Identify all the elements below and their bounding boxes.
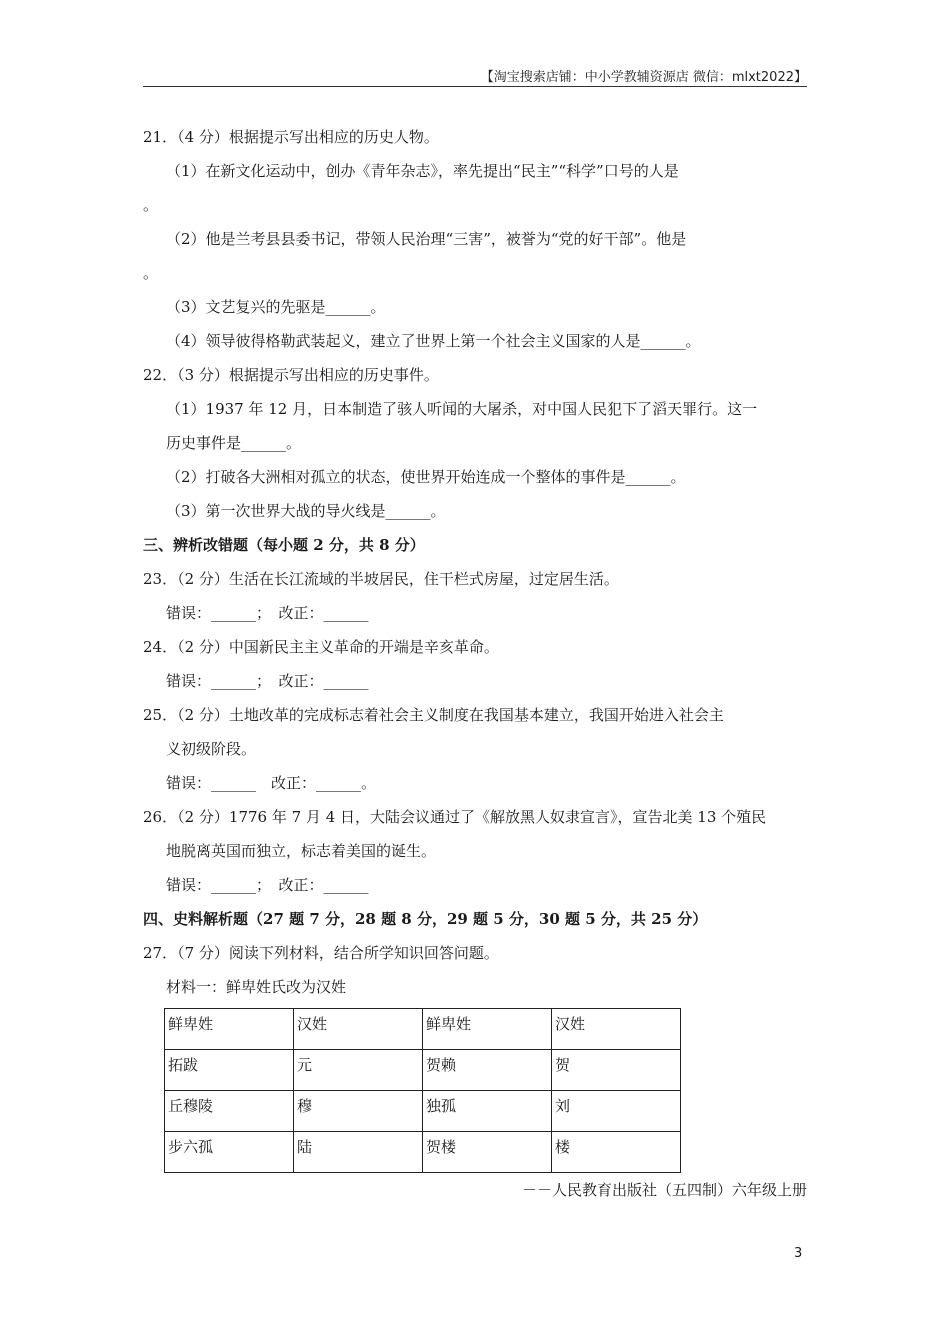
table-cell: 汉姓 xyxy=(552,1009,681,1050)
question-25-answer-line: 错误：______ 改正：______。 xyxy=(166,774,377,792)
table-header-row xyxy=(165,1009,681,1050)
table-cell: 楼 xyxy=(552,1132,681,1173)
question-26-answer-line: 错误：______； 改正：______ xyxy=(166,876,369,894)
table-cell: 汉姓 xyxy=(294,1009,423,1050)
section-4-heading: 四、史料解析题（27 题 7 分，28 题 8 分，29 题 5 分，30 题 5 分，共 25 分） xyxy=(143,910,708,928)
table-cell: 贺 xyxy=(552,1050,681,1091)
table-cell: 鲜卑姓 xyxy=(165,1009,294,1050)
question-21-part-2-end: 。 xyxy=(143,264,159,282)
question-27-stem: 27．（7 分）阅读下列材料，结合所学知识回答问题。 xyxy=(143,944,499,962)
page-number: 3 xyxy=(794,1246,803,1261)
table-row xyxy=(165,1050,681,1091)
question-22-part-1: （1）1937 年 12 月，日本制造了骇人听闻的大屠杀，对中国人民犯下了滔天罪行。这一 xyxy=(166,400,758,418)
question-21-part-3: （3）文艺复兴的先驱是______。 xyxy=(166,298,386,316)
table-row xyxy=(165,1091,681,1132)
question-21-part-4: （4）领导彼得格勒武装起义，建立了世界上第一个社会主义国家的人是______。 xyxy=(166,332,701,350)
question-25-stem: 25．（2 分）土地改革的完成标志着社会主义制度在我国基本建立，我国开始进入社会主 xyxy=(143,706,724,724)
question-21-part-2: （2）他是兰考县县委书记，带领人民治理“三害”，被誉为“党的好干部”。他是 xyxy=(166,230,687,248)
question-25-stem-cont: 义初级阶段。 xyxy=(166,740,257,758)
question-22-part-3: （3）第一次世界大战的导火线是______。 xyxy=(166,502,446,520)
section-3-heading: 三、辨析改错题（每小题 2 分，共 8 分） xyxy=(143,536,425,554)
question-24-answer-line: 错误：______； 改正：______ xyxy=(166,672,369,690)
table-cell: 贺赖 xyxy=(423,1050,552,1091)
material-source: －－人民教育出版社（五四制）六年级上册 xyxy=(521,1181,807,1199)
table-cell: 贺楼 xyxy=(423,1132,552,1173)
table-cell: 穆 xyxy=(294,1091,423,1132)
table-cell: 步六孤 xyxy=(165,1132,294,1173)
question-22-part-1-cont: 历史事件是______。 xyxy=(166,434,302,452)
question-26-stem-cont: 地脱离英国而独立，标志着美国的诞生。 xyxy=(166,842,437,860)
table-cell: 丘穆陵 xyxy=(165,1091,294,1132)
table-row xyxy=(165,1132,681,1173)
table-cell: 元 xyxy=(294,1050,423,1091)
table-cell: 拓跋 xyxy=(165,1050,294,1091)
table-cell: 独孤 xyxy=(423,1091,552,1132)
question-26-stem: 26．（2 分）1776 年 7 月 4 日，大陆会议通过了《解放黑人奴隶宣言》，宣告北美 13 个殖民 xyxy=(143,808,767,826)
question-24-stem: 24．（2 分）中国新民主主义革命的开端是辛亥革命。 xyxy=(143,638,499,656)
question-21-part-1: （1）在新文化运动中，创办《青年杂志》，率先提出“民主”“科学”口号的人是 xyxy=(166,162,679,180)
table-cell: 刘 xyxy=(552,1091,681,1132)
surname-table xyxy=(164,1008,681,1173)
table-cell: 鲜卑姓 xyxy=(423,1009,552,1050)
header-divider xyxy=(143,86,807,87)
material-1-title: 材料一：鲜卑姓氏改为汉姓 xyxy=(166,978,347,996)
question-22-stem: 22．（3 分）根据提示写出相应的历史事件。 xyxy=(143,366,439,384)
table-cell: 陆 xyxy=(294,1132,423,1173)
question-23-answer-line: 错误：______； 改正：______ xyxy=(166,604,369,622)
question-21-part-1-end: 。 xyxy=(143,196,159,214)
document-body xyxy=(143,124,807,1203)
question-22-part-2: （2）打破各大洲相对孤立的状态，使世界开始连成一个整体的事件是______。 xyxy=(166,468,686,486)
question-21-stem: 21．（4 分）根据提示写出相应的历史人物。 xyxy=(143,128,439,146)
page-header: 【淘宝搜索店铺：中小学教辅资源店 微信：mlxt2022】 xyxy=(480,70,807,85)
question-23-stem: 23．（2 分）生活在长江流域的半坡居民，住干栏式房屋，过定居生活。 xyxy=(143,570,619,588)
